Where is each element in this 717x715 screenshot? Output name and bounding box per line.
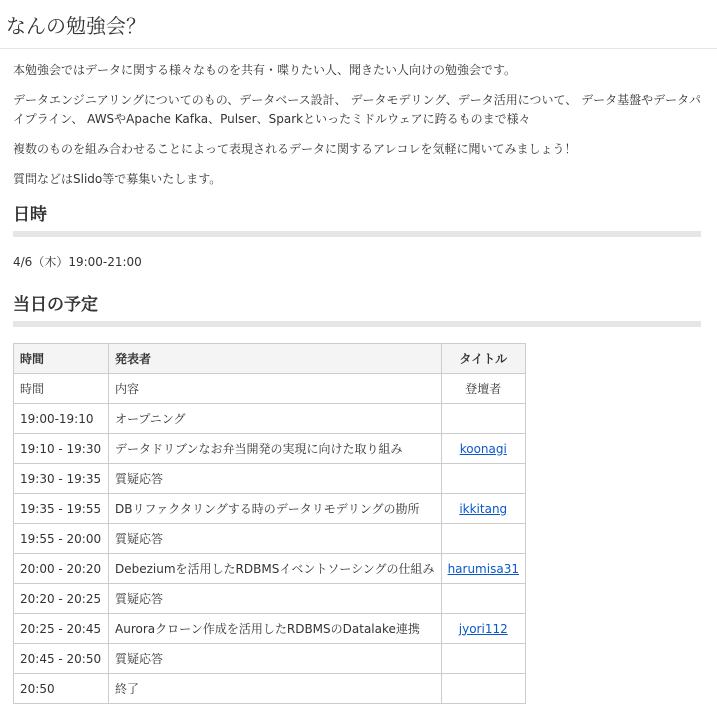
schedule-content: Debeziumを活用したRDBMSイベントソーシングの仕組み (109, 554, 442, 584)
table-row (14, 674, 526, 704)
schedule-content: DBリファクタリングする時のデータリモデリングの勘所 (109, 494, 442, 524)
table-row (14, 404, 526, 434)
schedule-content: Auroraクローン作成を活用したRDBMSのDatalake連携 (109, 614, 442, 644)
speaker-cell (441, 584, 525, 614)
schedule-time: 20:25 - 20:45 (14, 614, 109, 644)
schedule-content: 質疑応答 (109, 464, 442, 494)
schedule-time: 19:55 - 20:00 (14, 524, 109, 554)
speaker-cell: 登壇者 (441, 374, 525, 404)
speaker-link[interactable]: koonagi (459, 441, 507, 456)
schedule-time: 20:20 - 20:25 (14, 584, 109, 614)
schedule-table-body (14, 374, 526, 704)
schedule-time: 19:00-19:10 (14, 404, 109, 434)
schedule-table (13, 343, 526, 704)
speaker-cell (441, 434, 525, 464)
speaker-link[interactable]: jyori112 (458, 621, 508, 636)
page-header (0, 0, 717, 49)
schedule-time: 19:30 - 19:35 (14, 464, 109, 494)
column-header-time: 時間 (14, 344, 109, 374)
schedule-content: オープニング (109, 404, 442, 434)
schedule-content: 質疑応答 (109, 644, 442, 674)
section-divider (13, 321, 701, 327)
speaker-link[interactable]: ikkitang (459, 501, 508, 516)
speaker-cell (441, 404, 525, 434)
intro-paragraph: 複数のものを組み合わせることによって表現されるデータに関するアレコレを気軽に聞いてみましょう！ (13, 142, 577, 156)
schedule-time: 時間 (14, 374, 109, 404)
speaker-cell (441, 494, 525, 524)
table-row (14, 524, 526, 554)
event-datetime: 4/6（木）19:00-21:00 (13, 255, 142, 269)
section-divider (13, 231, 701, 237)
column-header-title: タイトル (441, 344, 525, 374)
intro-paragraph: 質問などはSlido等で募集いたします。 (13, 172, 222, 186)
table-row (14, 374, 526, 404)
speaker-cell (441, 524, 525, 554)
speaker-cell (441, 464, 525, 494)
table-row (14, 644, 526, 674)
intro-paragraph: データエンジニアリングについてのもの、データベース設計、 データモデリング、データ活用について、 データ基盤やデータパイプライン、 AWSやApache Kafka、Pulser、Sparkといったミドルウェアに跨るものまで様々 (13, 93, 701, 126)
schedule-content: 質疑応答 (109, 524, 442, 554)
schedule-content: データドリブンなお弁当開発の実現に向けた取り組み (109, 434, 442, 464)
schedule-time: 19:35 - 19:55 (14, 494, 109, 524)
table-row (14, 434, 526, 464)
table-row (14, 614, 526, 644)
speaker-link[interactable]: harumisa31 (447, 561, 519, 576)
page-title: なんの勉強会？ (6, 13, 146, 38)
schedule-time: 20:00 - 20:20 (14, 554, 109, 584)
speaker-cell (441, 614, 525, 644)
schedule-content: 内容 (109, 374, 442, 404)
schedule-content: 終了 (109, 674, 442, 704)
speaker-cell (441, 674, 525, 704)
table-row (14, 494, 526, 524)
schedule-time: 20:50 (14, 674, 109, 704)
table-row (14, 464, 526, 494)
table-row (14, 584, 526, 614)
main-content (0, 49, 717, 704)
table-header-row (14, 344, 526, 374)
schedule-heading: 当日の予定 (13, 295, 98, 315)
schedule-time: 20:45 - 20:50 (14, 644, 109, 674)
speaker-cell (441, 644, 525, 674)
intro-paragraph: 本勉強会ではデータに関する様々なものを共有・喋りたい人、聞きたい人向けの勉強会です。 (13, 63, 517, 77)
table-row (14, 554, 526, 584)
speaker-cell (441, 554, 525, 584)
datetime-heading: 日時 (13, 205, 47, 225)
schedule-time: 19:10 - 19:30 (14, 434, 109, 464)
column-header-speaker: 発表者 (109, 344, 442, 374)
schedule-content: 質疑応答 (109, 584, 442, 614)
